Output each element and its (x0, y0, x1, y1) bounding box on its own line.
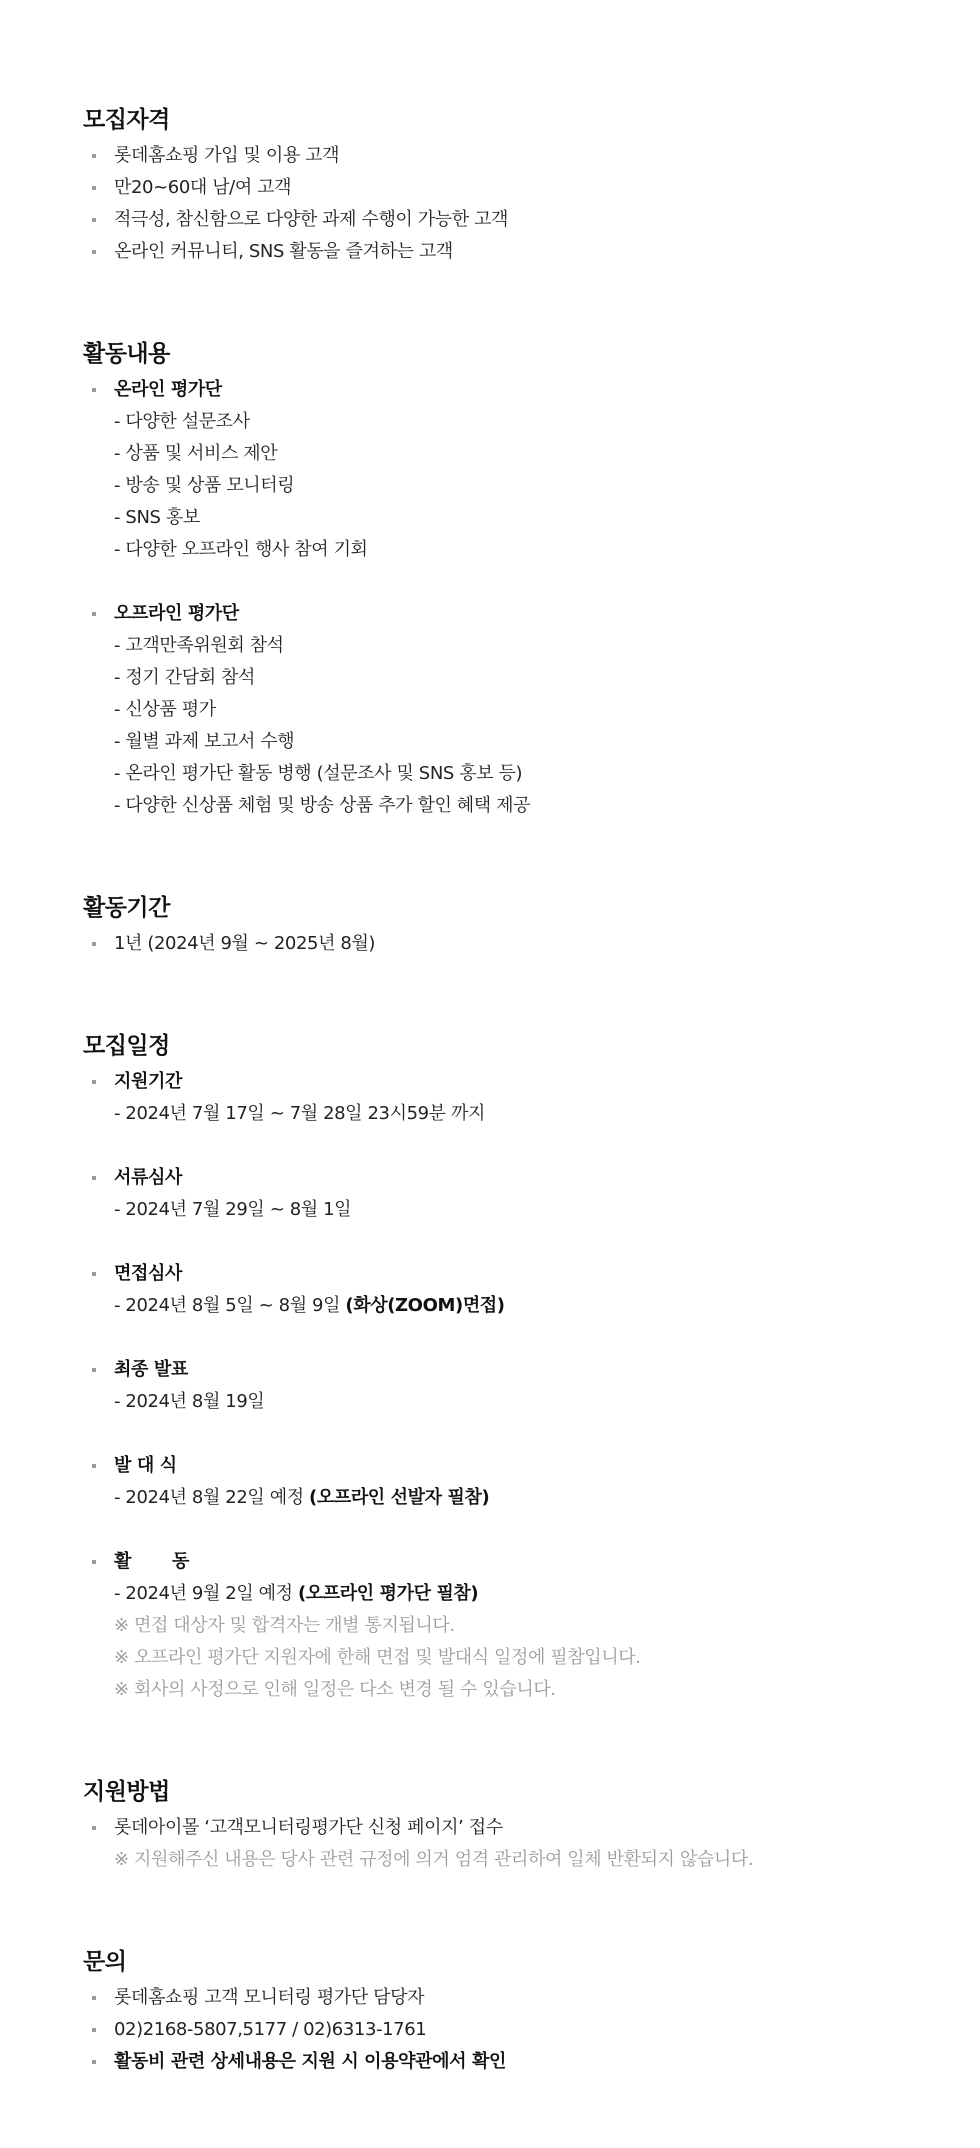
line-text: - 상품 및 서비스 제안 (114, 443, 278, 464)
line-text: 최종 발표 (114, 1359, 188, 1380)
line-text: 1년 (2024년 9월 ~ 2025년 8월) (114, 933, 376, 954)
info-section (83, 1946, 943, 2078)
item-text (114, 928, 943, 960)
bullet-list (83, 1982, 943, 2078)
line-text: 발 대 식 (114, 1455, 177, 1476)
bullet-list (83, 1812, 943, 1876)
item-text (114, 2046, 943, 2078)
line-text: 롯데홈쇼핑 가입 및 이용 고객 (114, 145, 340, 166)
line-text: 롯데아이몰 ‘고객모니터링평가단 신청 페이지’ 접수 (114, 1817, 503, 1838)
item-heading (114, 374, 943, 406)
bullet-icon (92, 154, 96, 158)
line-text: 지원기간 (114, 1071, 182, 1092)
item-text (114, 694, 943, 726)
bullet-icon (92, 1368, 96, 1372)
line-text: - 온라인 평가단 활동 병행 (설문조사 및 SNS 홍보 등) (114, 763, 523, 784)
bullet-icon (92, 942, 96, 946)
line-text: 만20~60대 남/여 고객 (114, 177, 292, 198)
bullet-icon (92, 1826, 96, 1830)
bullet-list (83, 1066, 943, 1706)
list-item (83, 1258, 943, 1322)
item-heading (114, 1066, 943, 1098)
bullet-icon (92, 250, 96, 254)
line-text: - 2024년 7월 29일 ~ 8월 1일 (114, 1199, 352, 1220)
line-text: - 2024년 7월 17일 ~ 7월 28일 23시59분 까지 (114, 1103, 485, 1124)
item-text (114, 1482, 943, 1514)
line-text: 적극성, 참신함으로 다양한 과제 수행이 가능한 고객 (114, 209, 508, 230)
line-text: 활동비 관련 상세내용은 지원 시 이용약관에서 확인 (114, 2051, 506, 2072)
item-heading (114, 1546, 943, 1578)
item-heading (114, 598, 943, 630)
bullet-icon (92, 218, 96, 222)
bullet-icon (92, 2060, 96, 2064)
list-item (83, 598, 943, 822)
bullet-icon (92, 186, 96, 190)
item-text (114, 1578, 943, 1610)
bullet-list (83, 928, 943, 960)
list-item (83, 1066, 943, 1130)
bullet-icon (92, 1080, 96, 1084)
item-text (114, 2014, 943, 2046)
item-text (114, 662, 943, 694)
section-title: 활동내용 (83, 341, 170, 367)
line-text: ※ 회사의 사정으로 인해 일정은 다소 변경 될 수 있습니다. (114, 1679, 556, 1700)
line-text: - 고객만족위원회 참석 (114, 635, 284, 656)
info-section (83, 338, 943, 822)
note-text (114, 1674, 943, 1706)
list-item (83, 1812, 943, 1876)
item-text (114, 1098, 943, 1130)
item-text (114, 470, 943, 502)
line-text: - 2024년 8월 5일 ~ 8월 9일 (114, 1295, 346, 1316)
line-text: ※ 면접 대상자 및 합격자는 개별 통지됩니다. (114, 1615, 455, 1636)
list-item (83, 1450, 943, 1514)
line-text: - 신상품 평가 (114, 699, 216, 720)
bullet-icon (92, 1996, 96, 2000)
info-section (83, 892, 943, 960)
bullet-icon (92, 1272, 96, 1276)
item-text (114, 534, 943, 566)
bullet-icon (92, 2028, 96, 2032)
item-text (114, 438, 943, 470)
info-section (83, 104, 943, 268)
bullet-icon (92, 388, 96, 392)
list-item (83, 1354, 943, 1418)
line-text: - SNS 홍보 (114, 507, 200, 528)
line-text: - 2024년 8월 22일 예정 (114, 1487, 310, 1508)
line-text: - 2024년 8월 19일 (114, 1391, 265, 1412)
list-item (83, 172, 943, 204)
list-item (83, 1982, 943, 2014)
bullet-list (83, 140, 943, 268)
list-item (83, 374, 943, 566)
line-text: - 방송 및 상품 모니터링 (114, 475, 295, 496)
item-text (114, 140, 943, 172)
line-text: 오프라인 평가단 (114, 603, 239, 624)
item-text (114, 1290, 943, 1322)
section-title: 지원방법 (83, 1779, 170, 1805)
list-item (83, 140, 943, 172)
line-text: 온라인 평가단 (114, 379, 222, 400)
line-text: - 정기 간담회 참석 (114, 667, 255, 688)
line-text: - 2024년 9월 2일 예정 (114, 1583, 298, 1604)
bullet-icon (92, 1176, 96, 1180)
list-item (83, 1546, 943, 1706)
emphasis-text: (오프라인 선발자 필참) (309, 1487, 490, 1508)
item-text (114, 790, 943, 822)
section-title: 활동기간 (83, 895, 170, 921)
item-text (114, 172, 943, 204)
line-text: 02)2168-5807,5177 / 02)6313-1761 (114, 2019, 427, 2040)
line-text: 서류심사 (114, 1167, 182, 1188)
bullet-icon (92, 612, 96, 616)
recruitment-info-content (83, 104, 943, 2148)
bullet-icon (92, 1464, 96, 1468)
bullet-list (83, 374, 943, 822)
item-text (114, 1386, 943, 1418)
line-text: ※ 지원해주신 내용은 당사 관련 규정에 의거 엄격 관리하여 일체 반환되지 않습니다. (114, 1849, 754, 1870)
item-text (114, 406, 943, 438)
line-text: - 월별 과제 보고서 수행 (114, 731, 295, 752)
bullet-icon (92, 1560, 96, 1564)
item-heading (114, 1450, 943, 1482)
info-section (83, 1776, 943, 1876)
item-text (114, 726, 943, 758)
info-section (83, 1030, 943, 1706)
item-text (114, 236, 943, 268)
emphasis-text: (화상(ZOOM)면접) (345, 1295, 505, 1316)
item-text (114, 758, 943, 790)
item-text (114, 630, 943, 662)
note-text (114, 1844, 943, 1876)
list-item (83, 928, 943, 960)
item-text (114, 502, 943, 534)
line-text: 온라인 커뮤니티, SNS 활동을 즐겨하는 고객 (114, 241, 453, 262)
item-heading (114, 1162, 943, 1194)
emphasis-text: (오프라인 평가단 필참) (297, 1583, 479, 1604)
section-title: 모집자격 (83, 107, 170, 133)
item-text (114, 1812, 943, 1844)
line-text: - 다양한 오프라인 행사 참여 기회 (114, 539, 368, 560)
list-item (83, 236, 943, 268)
line-text: 활 동 (114, 1551, 190, 1572)
item-text (114, 1982, 943, 2014)
note-text (114, 1610, 943, 1642)
section-title: 문의 (83, 1949, 127, 1975)
item-text (114, 204, 943, 236)
line-text: 롯데홈쇼핑 고객 모니터링 평가단 담당자 (114, 1987, 425, 2008)
list-item (83, 2014, 943, 2046)
item-heading (114, 1354, 943, 1386)
line-text: 면접심사 (114, 1263, 182, 1284)
list-item (83, 1162, 943, 1226)
list-item (83, 2046, 943, 2078)
item-text (114, 1194, 943, 1226)
section-title: 모집일정 (83, 1033, 170, 1059)
line-text: ※ 오프라인 평가단 지원자에 한해 면접 및 발대식 일정에 필참입니다. (114, 1647, 641, 1668)
line-text: - 다양한 신상품 체험 및 방송 상품 추가 할인 혜택 제공 (114, 795, 531, 816)
list-item (83, 204, 943, 236)
item-heading (114, 1258, 943, 1290)
line-text: - 다양한 설문조사 (114, 411, 250, 432)
note-text (114, 1642, 943, 1674)
